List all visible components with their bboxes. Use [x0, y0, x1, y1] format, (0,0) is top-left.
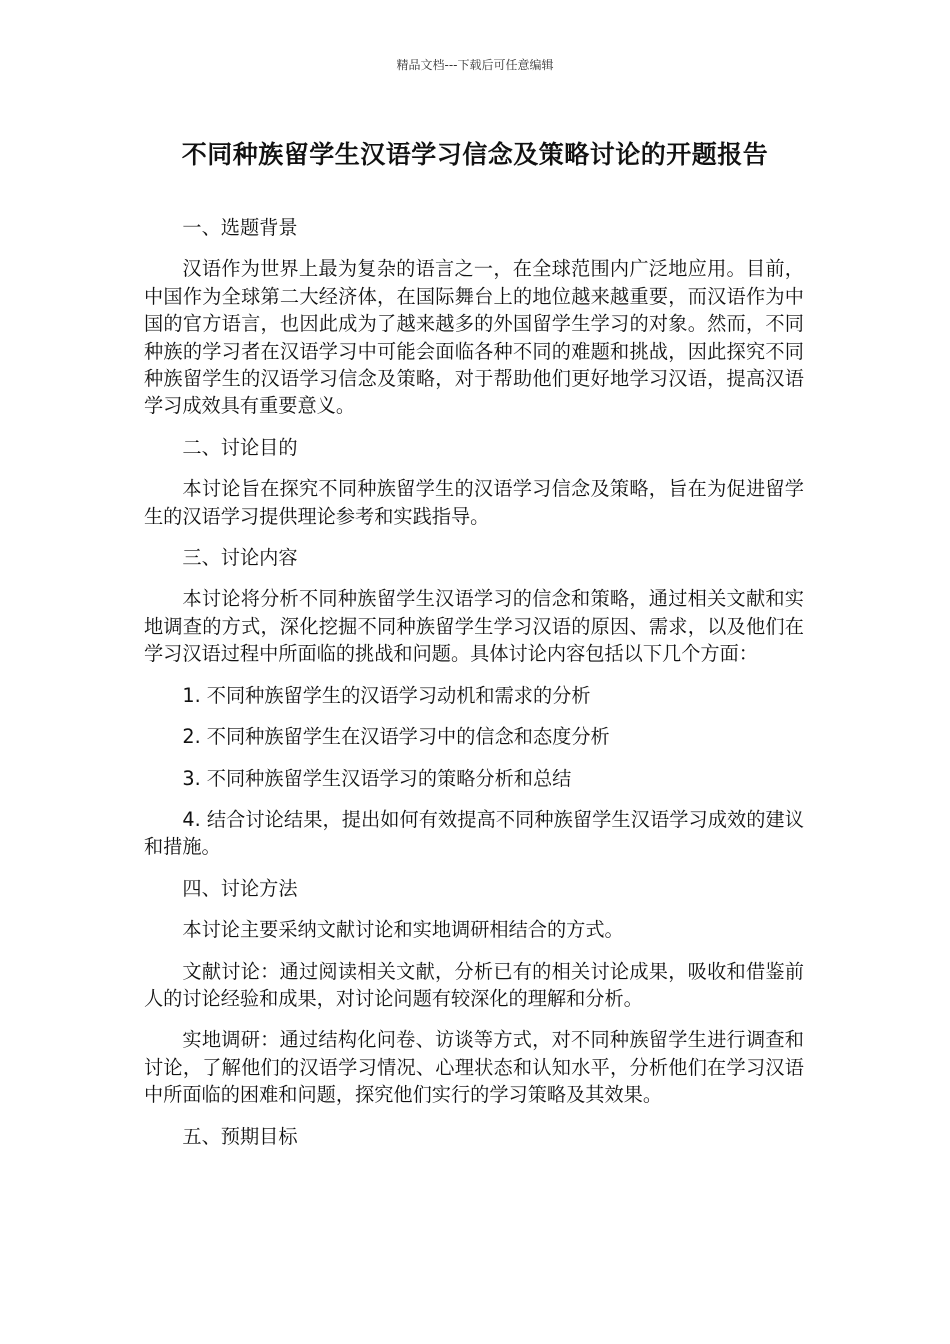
paragraph-method-intro: 本讨论主要采纳文献讨论和实地调研相结合的方式。	[182, 918, 624, 942]
document-body	[144, 214, 804, 1164]
section-heading-goals: 五、预期目标	[182, 1124, 298, 1148]
section-heading-purpose: 二、讨论目的	[182, 435, 298, 459]
paragraph-purpose: 本讨论旨在探究不同种族留学生的汉语学习信念及策略，旨在为促进留学生的汉语学习提供理论参考和实践指导。	[144, 477, 804, 528]
section-heading-method: 四、讨论方法	[182, 876, 298, 900]
paragraph-content: 本讨论将分析不同种族留学生汉语学习的信念和策略，通过相关文献和实地调查的方式，深化挖掘不同种族留学生学习汉语的原因、需求，以及他们在学习汉语过程中所面临的挑战和问题。具体讨论内容包括以下几个方面：	[144, 587, 804, 666]
header-note: 精品文档---下载后可任意编辑	[396, 58, 554, 72]
list-item-2: 2. 不同种族留学生在汉语学习中的信念和态度分析	[182, 725, 610, 749]
list-item-3: 3. 不同种族留学生汉语学习的策略分析和总结	[182, 766, 572, 790]
paragraph-background: 汉语作为世界上最为复杂的语言之一，在全球范围内广泛地应用。目前，中国作为全球第二大经济体，在国际舞台上的地位越来越重要，而汉语作为中国的官方语言，也因此成为了越来越多的外国留学生学习的对象。然而，不同种族的学习者在汉语学习中可能会面临各种不同的难题和挑战，因此探究不同种族留学生的汉语学习信念及策略，对于帮助他们更好地学习汉语，提高汉语学习成效具有重要意义。	[144, 257, 804, 418]
page-title: 不同种族留学生汉语学习信念及策略讨论的开题报告	[181, 140, 769, 169]
list-item-1: 1. 不同种族留学生的汉语学习动机和需求的分析	[182, 683, 591, 707]
paragraph-method-fieldwork: 实地调研：通过结构化问卷、访谈等方式，对不同种族留学生进行调查和讨论，了解他们的汉语学习情况、心理状态和认知水平，分析他们在学习汉语中所面临的困难和问题，探究他们实行的学习策略及其效果。	[144, 1028, 804, 1107]
list-item-4: 4. 结合讨论结果，提出如何有效提高不同种族留学生汉语学习成效的建议和措施。	[144, 807, 804, 859]
section-heading-content: 三、讨论内容	[182, 546, 298, 570]
section-heading-background: 一、选题背景	[182, 216, 298, 239]
paragraph-method-literature: 文献讨论：通过阅读相关文献，分析已有的相关讨论成果，吸收和借鉴前人的讨论经验和成果，对讨论问题有较深化的理解和分析。	[144, 959, 804, 1010]
